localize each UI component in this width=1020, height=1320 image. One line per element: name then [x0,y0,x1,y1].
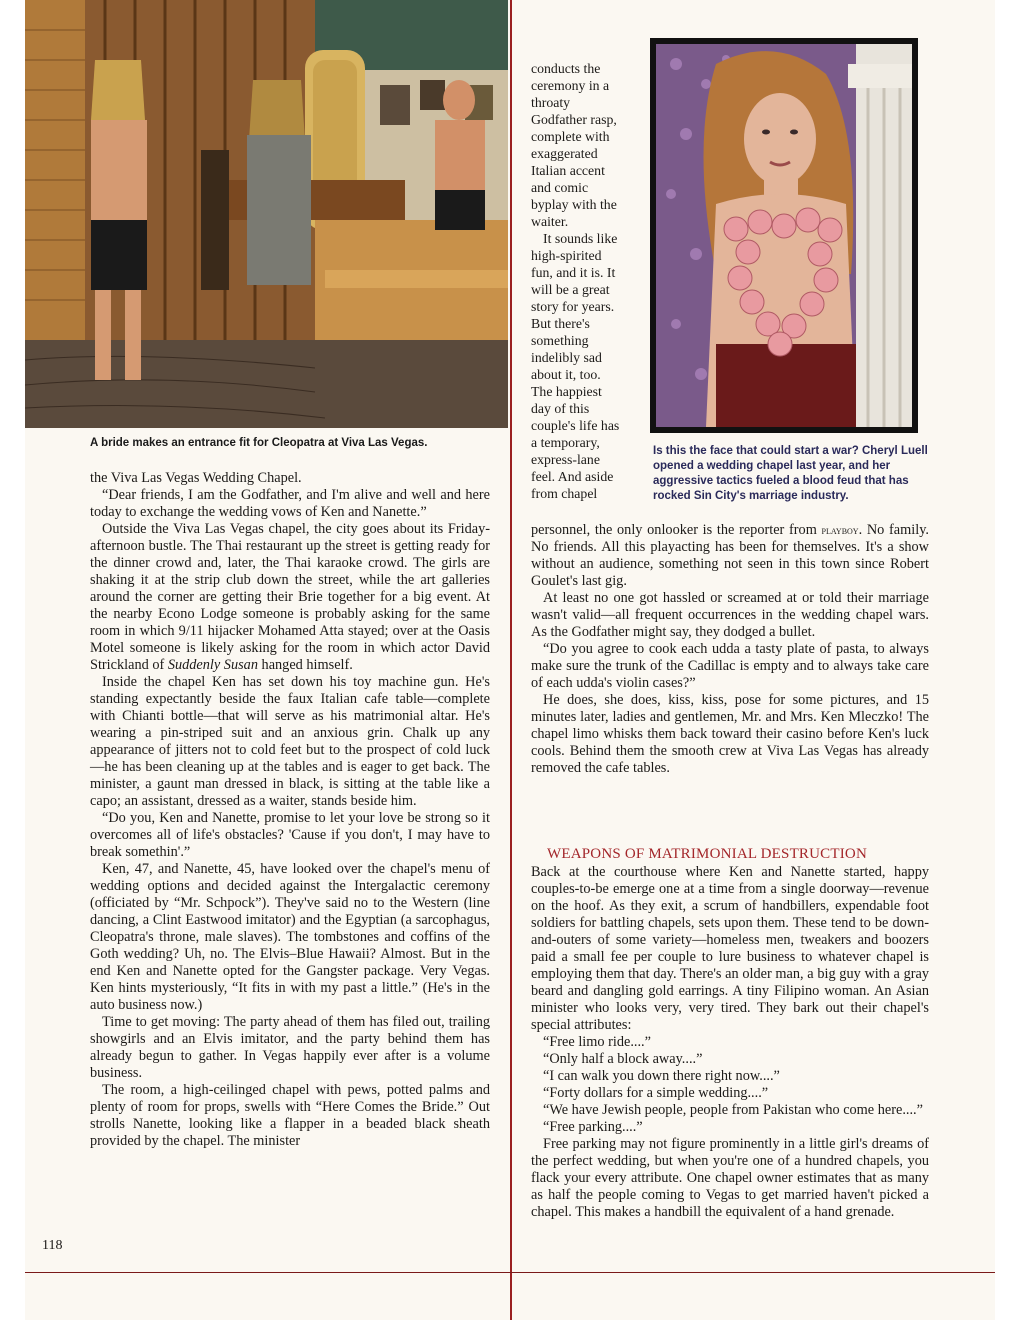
portrait-photo-frame [650,38,918,433]
paragraph: At least no one got hassled or screamed at or told their marriage wasn't valid—all frequent occurrences in the wedding chapel wars. As the Godfather might say, they dodged a bullet. [531,590,929,640]
right-text-column-bottom [531,846,929,1221]
section-subhead: WEAPONS OF MATRIMONIAL DESTRUCTION [547,846,867,862]
magazine-name: playboy [821,523,859,537]
quote-line: “Free limo ride....” [543,1034,651,1050]
quote-line: “Forty dollars for a simple wedding....” [543,1085,769,1101]
portrait-illustration [656,44,912,427]
paragraph: Ken, 47, and Nanette, 45, have looked over the chapel's menu of wedding options and decided against the Intergalactic ceremony (officiated by “Mr. Schpock”). They've said no to the Western (line dancing, a Clint Eastwood imitator) and the Egyptian (a sarcophagus, Cleopatra's throne, male slaves). The tombstones and coffins of the Goth wedding? Uh, no. The Elvis–Blue Hawaii? Almost. But in the end Ken and Nanette opted for the Gangster package. Very Vegas. Ken hints mysteriously, “It fits in with my past a little.” (He's in the auto business now.) [90,861,490,1013]
paragraph-text-end: . No family. No friends. All this playacting has been for themselves. It's a show without an audience, something not seen in this town since Robert Goulet's last gig. [531,522,929,589]
paragraph [531,522,929,590]
paragraph-text: personnel, the only onlooker is the reporter from [531,522,822,538]
page-number: 118 [42,1238,63,1253]
paragraph: Free parking may not figure prominently in a little girl's dreams of the perfect wedding, but when you're one of a hundred chapels, you flack your every attribute. One chapel owner estimates that as many as half the people coming to Vegas to get married haven't picked a chapel. This makes a handbill the equivalent of a hand grenade. [531,1136,929,1220]
narrow-text-column [531,60,623,502]
quote-line: “Free parking....” [543,1119,643,1135]
paragraph: It sounds like high-spirited fun, and it is. It will be a great story for years. But there's something indelibly sad about it, too. The happiest day of this couple's life has a temporary, express-lane feel. And aside from chapel [531,231,620,501]
paragraph: conducts the ceremony in a throaty Godfather rasp, complete with exaggerated Italian accent and comic byplay with the waiter. [531,61,617,229]
paragraph: “Do you, Ken and Nanette, promise to let your love be strong so it overcomes all of life's obstacles? 'Cause if you don't, I may have to break somethin'.” [90,810,490,860]
quote-line: “We have Jewish people, people from Pakistan who come here....” [543,1102,923,1118]
chapel-photo-illustration [25,0,508,428]
portrait-photo [656,44,912,427]
chapel-photo-caption: A bride makes an entrance fit for Cleopatra at Viva Las Vegas. [90,437,428,449]
left-text-column [90,470,490,1150]
column-divider [510,0,512,1320]
paragraph [90,521,490,674]
paragraph: The room, a high-ceilinged chapel with pews, potted palms and plenty of room for props, swells with “Here Comes the Bride.” Out strolls Nanette, looking like a flapper in a beaded black sheath provided by the chapel. The minister [90,1082,490,1149]
quote-line: “I can walk you down there right now....” [543,1068,780,1084]
paragraph: the Viva Las Vegas Wedding Chapel. [90,470,302,486]
quote-line: “Only half a block away....” [543,1051,703,1067]
paragraph: He does, she does, kiss, kiss, pose for some pictures, and 15 minutes later, ladies and gentlemen, Mr. and Mrs. Ken Mleczko! The chapel limo whisks them back toward their casino before Ken's luck cools. Behind them the smooth crew at Viva Las Vegas has already removed the cafe tables. [531,692,929,776]
paragraph: Back at the courthouse where Ken and Nanette started, happy couples-to-be emerge one at a time from a single doorway—revenue on the hoof. As they exit, a scrum of handbillers, expendable foot soldiers for battling chapels, sets upon them. These tend to be down-and-outers of some variety—homeless men, tweakers and boozers paid a small fee per couple to lure business to whatever chapel is employing them that day. There's an older man, a big guy with a gray beard and dangling gold earrings. A tiny Filipino woman. An Asian minister who looks very, very tired. They bark out their chapel's special attributes: [531,864,929,1033]
paragraph-text: Outside the Viva Las Vegas chapel, the city goes about its Friday-afternoon bustle. The Thai restaurant up the street is getting ready for the dinner crowd and, later, the Thai karaoke crowd. The girls are shaking it at the strip club down the street, while the art galleries around the corner are getting their Brie together for a big event. At the nearby Econo Lodge someone is probably asking for the same room in which 9/11 hijacker Mohamed Atta stayed; over at the Oasis Motel someone is likely asking for the room in which actor David Strickland of [90,521,490,673]
portrait-photo-caption: Is this the face that could start a war? Cheryl Luell opened a wedding chapel last year, and her aggressive tactics fueled a blood feud that has rocked Sin City's marriage industry. [653,445,928,502]
paragraph: Time to get moving: The party ahead of them has filed out, trailing showgirls and an Elvis imitator, and the party behind them has already begun to gather. In Vegas happily ever after is a volume business. [90,1014,490,1081]
footer-rule [25,1272,995,1273]
paragraph: “Do you agree to cook each udda a tasty plate of pasta, to always make sure the trunk of the Cadillac is empty and to always take care of each udda's violin cases?” [531,641,929,691]
right-text-column-top [531,522,929,777]
show-title: Suddenly Susan [167,657,258,673]
chapel-photo [25,0,508,428]
paragraph: Inside the chapel Ken has set down his toy machine gun. He's standing expectantly beside the faux Italian cafe table—complete with Chianti bottle—that will serve as his matrimonial altar. He's wearing a pin-striped suit and an anxious grin. Chalk up any appearance of jitters not to cold feet but to the prospect of cold luck—he has been cleaning up at the tables and is eager to get back. The minister, a gaunt man dressed in black, is sitting at the table like a capo; an assistant, dressed as a waiter, stands beside him. [90,674,490,809]
paragraph-text-end: hanged himself. [257,657,353,673]
paragraph: “Dear friends, I am the Godfather, and I'm alive and well and here today to exchange the wedding vows of Ken and Nanette.” [90,487,490,520]
